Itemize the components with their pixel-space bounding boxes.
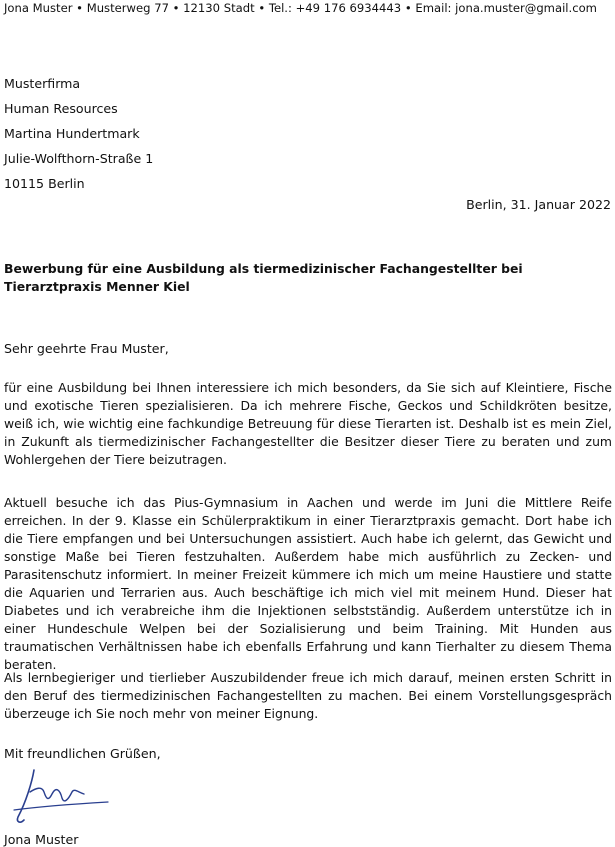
sender-line: Jona Muster • Musterweg 77 • 12130 Stadt • Tel.: +49 176 6934443 • Email: jona.muster@gmail.com: [4, 1, 597, 15]
letter-date: Berlin, 31. Januar 2022: [466, 197, 611, 212]
salutation: Sehr geehrte Frau Muster,: [4, 341, 169, 356]
letter-subject: Bewerbung für eine Ausbildung als tiermedizinischer Fachangestellter bei Tierarztpraxis Menner Kiel: [4, 261, 523, 294]
recipient-company: Musterfirma: [4, 76, 81, 91]
body-paragraph-3: Als lernbegieriger und tierlieber Auszubildender freue ich mich darauf, meinen ersten Schritt in den Beruf des tiermedizinischen Fachangestellten zu machen. Bei einem Vorstellungsgespräch überzeuge ich Sie noch mehr von meiner Eignung.: [4, 670, 612, 721]
body-paragraph-1: für eine Ausbildung bei Ihnen interessiere ich mich besonders, da Sie sich auf Kleintiere, Fische und exotische Tieren spezialisieren. Da ich mehrere Fische, Geckos und Schildkröten besitze, weiß ich, wie wichtig eine fachkundige Betreuung für diese Tierarten ist. Deshalb ist es mein Ziel, in Zukunft als tiermedizinischer Fachangestellter die Besitzer dieser Tiere zu beraten und zum Wohlergehen der Tiere beizutragen.: [4, 380, 612, 467]
closing: Mit freundlichen Grüßen,: [4, 746, 161, 761]
recipient-department: Human Resources: [4, 101, 118, 116]
recipient-address: [4, 71, 153, 196]
signature-stroke-2: [30, 788, 84, 801]
recipient-street: Julie-Wolfthorn-Straße 1: [4, 151, 154, 166]
signature-underline: [14, 802, 108, 810]
signature-stroke-1: [17, 770, 34, 822]
recipient-name: Martina Hundertmark: [4, 126, 140, 141]
body-paragraph-2: Aktuell besuche ich das Pius-Gymnasium in Aachen und werde im Juni die Mittlere Reife erreichen. In der 9. Klasse ein Schülerpraktikum in einer Tierarztpraxis gemacht. Dort habe ich die Tiere empfangen und bei Untersuchungen assistiert. Auch habe ich gelernt, das Gewicht und sonstige Maße bei Tieren festzuhalten. Außerdem habe mich ausführlich zu Zecken- und Parasitenschutz informiert. In meiner Freizeit kümmere ich mich um meine Haustiere und statte die Aquarien und Terrarien aus. Auch beschäftige ich mich viel mit meinem Hund. Dieser hat Diabetes und ich verabreiche ihm die Injektionen selbstständig. Außerdem unterstütze ich in einer Hundeschule Welpen bei der Sozialisierung und beim Training. Mit Hunden aus traumatischen Verhältnissen habe ich ebenfalls Erfahrung und kann Tierhalter zu diesem Thema beraten.: [4, 495, 612, 672]
handwritten-signature: [4, 762, 114, 832]
recipient-city: 10115 Berlin: [4, 176, 85, 191]
signer-name: Jona Muster: [4, 832, 79, 847]
